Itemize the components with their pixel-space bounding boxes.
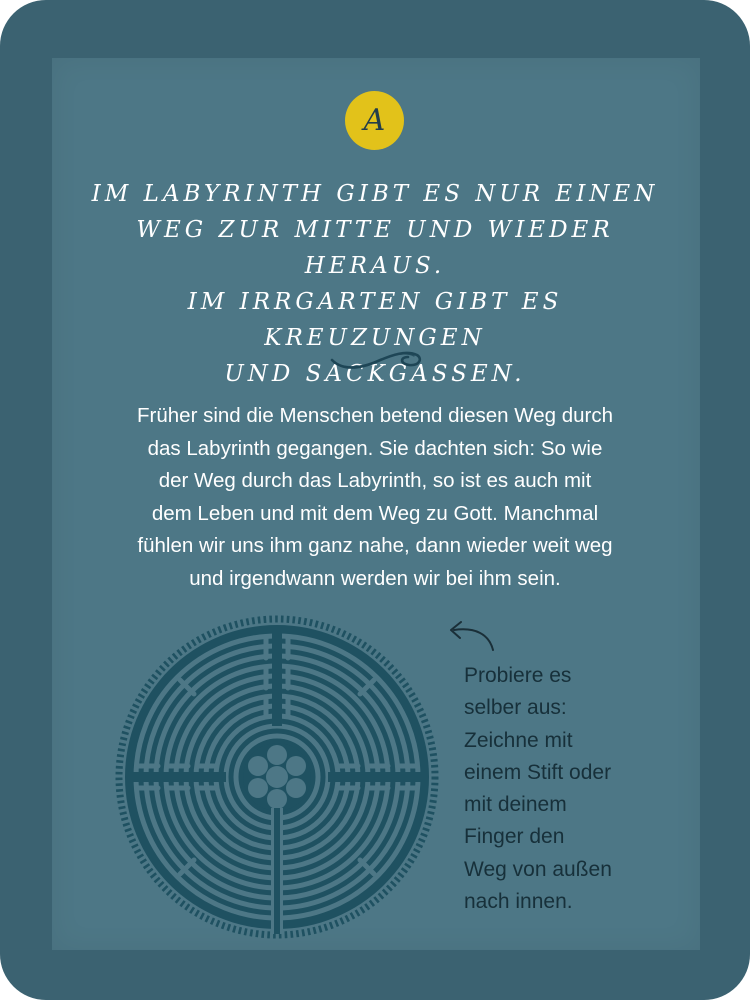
instruction-line: Weg von außen (464, 857, 612, 881)
instruction-line: selber aus: (464, 696, 567, 720)
swirl-ornament-icon (326, 342, 424, 376)
body-line: fühlen wir uns ihm ganz nahe, dann wieder weit weg (137, 534, 613, 558)
instruction-line: Finger den (464, 825, 565, 849)
instruction-text (464, 660, 664, 918)
curved-arrow-left-icon (443, 612, 501, 656)
frame-bottom (0, 950, 750, 1000)
instruction-line: Probiere es (464, 664, 572, 687)
headline-line: IM LABYRINTH GIBT ES NUR EINEN (91, 181, 659, 207)
frame-right (700, 58, 750, 950)
letter-badge (345, 91, 404, 150)
headline-line: IM IRRGARTEN GIBT ES KREUZUNGEN (187, 289, 563, 351)
body-line: Früher sind die Menschen betend diesen Weg durch (137, 404, 613, 427)
labyrinth-illustration[interactable] (112, 612, 442, 942)
headline-line: UND SACKGASSEN. (224, 361, 526, 387)
body-line: das Labyrinth gegangen. Sie dachten sich: So wie (147, 436, 603, 460)
frame-left (0, 58, 52, 950)
body-line: und irgendwann werden wir bei ihm sein. (189, 566, 561, 590)
instruction-line: Zeichne mit (464, 728, 573, 752)
letter-badge-label: A (363, 102, 386, 138)
headline-line: WEG ZUR MITTE UND WIEDER HERAUS. (136, 217, 614, 279)
frame-top (0, 0, 750, 58)
instruction-line: nach innen. (464, 890, 573, 914)
body-line: dem Leben und mit dem Weg zu Gott. Manchmal (151, 501, 599, 525)
body-text (80, 400, 670, 596)
instruction-line: einem Stift oder (464, 760, 612, 784)
instruction-line: mit deinem (464, 793, 567, 817)
body-line: der Weg durch das Labyrinth, so ist es auch mit (158, 469, 592, 493)
